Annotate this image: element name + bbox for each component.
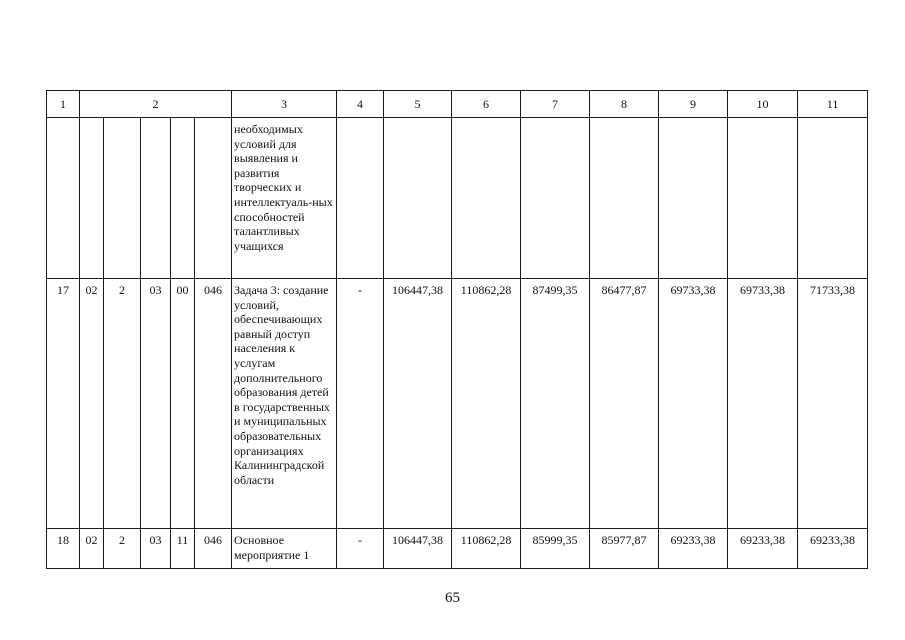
code-cell: 2 [104, 529, 141, 569]
code-cell: 046 [195, 529, 232, 569]
code-cell: 03 [141, 529, 171, 569]
value-cell [798, 118, 868, 279]
value-cell: 106447,38 [384, 279, 452, 529]
code-cell: 02 [80, 529, 104, 569]
code-cell [80, 118, 104, 279]
table-row [47, 118, 868, 279]
header-cell: 4 [337, 91, 384, 118]
dash-cell: - [337, 279, 384, 529]
value-cell: 69233,38 [728, 529, 798, 569]
value-cell: 86477,87 [590, 279, 659, 529]
code-cell: 18 [47, 529, 80, 569]
header-cell: 9 [659, 91, 728, 118]
value-cell [728, 118, 798, 279]
code-cell [195, 118, 232, 279]
table-header-row [47, 91, 868, 118]
header-cell: 5 [384, 91, 452, 118]
value-cell: 71733,38 [798, 279, 868, 529]
header-cell: 10 [728, 91, 798, 118]
code-cell: 03 [141, 279, 171, 529]
code-cell [104, 118, 141, 279]
code-cell [141, 118, 171, 279]
table-row [47, 279, 868, 529]
description-cell: Основное мероприятие 1 [232, 529, 337, 569]
code-cell: 11 [171, 529, 195, 569]
table-row [47, 529, 868, 569]
value-cell: 69733,38 [728, 279, 798, 529]
value-cell: 85977,87 [590, 529, 659, 569]
value-cell: 85999,35 [521, 529, 590, 569]
value-cell: 87499,35 [521, 279, 590, 529]
code-cell: 00 [171, 279, 195, 529]
page-number: 65 [445, 590, 460, 606]
value-cell: 69733,38 [659, 279, 728, 529]
value-cell: 106447,38 [384, 529, 452, 569]
value-cell [452, 118, 521, 279]
value-cell [384, 118, 452, 279]
code-cell [47, 118, 80, 279]
code-cell: 17 [47, 279, 80, 529]
header-cell: 8 [590, 91, 659, 118]
code-cell [171, 118, 195, 279]
dash-cell: - [337, 529, 384, 569]
header-cell: 7 [521, 91, 590, 118]
description-cell: Задача 3: создание условий, обеспечивающих равный доступ населения к услугам дополнительного образования детей в государственных и муниципальных образовательных организациях Калининградской области [232, 279, 337, 529]
description-cell: необходимых условий для выявления и развития творческих и интеллектуаль-ных способностей талантливых учащихся [232, 118, 337, 279]
value-cell [337, 118, 384, 279]
value-cell [659, 118, 728, 279]
value-cell: 110862,28 [452, 279, 521, 529]
code-cell: 046 [195, 279, 232, 529]
value-cell: 69233,38 [659, 529, 728, 569]
header-cell: 2 [80, 91, 232, 118]
value-cell: 110862,28 [452, 529, 521, 569]
header-cell: 1 [47, 91, 80, 118]
header-cell: 11 [798, 91, 868, 118]
value-cell: 69233,38 [798, 529, 868, 569]
header-cell: 6 [452, 91, 521, 118]
code-cell: 2 [104, 279, 141, 529]
header-cell: 3 [232, 91, 337, 118]
value-cell [590, 118, 659, 279]
budget-table [46, 90, 868, 569]
value-cell [521, 118, 590, 279]
code-cell: 02 [80, 279, 104, 529]
